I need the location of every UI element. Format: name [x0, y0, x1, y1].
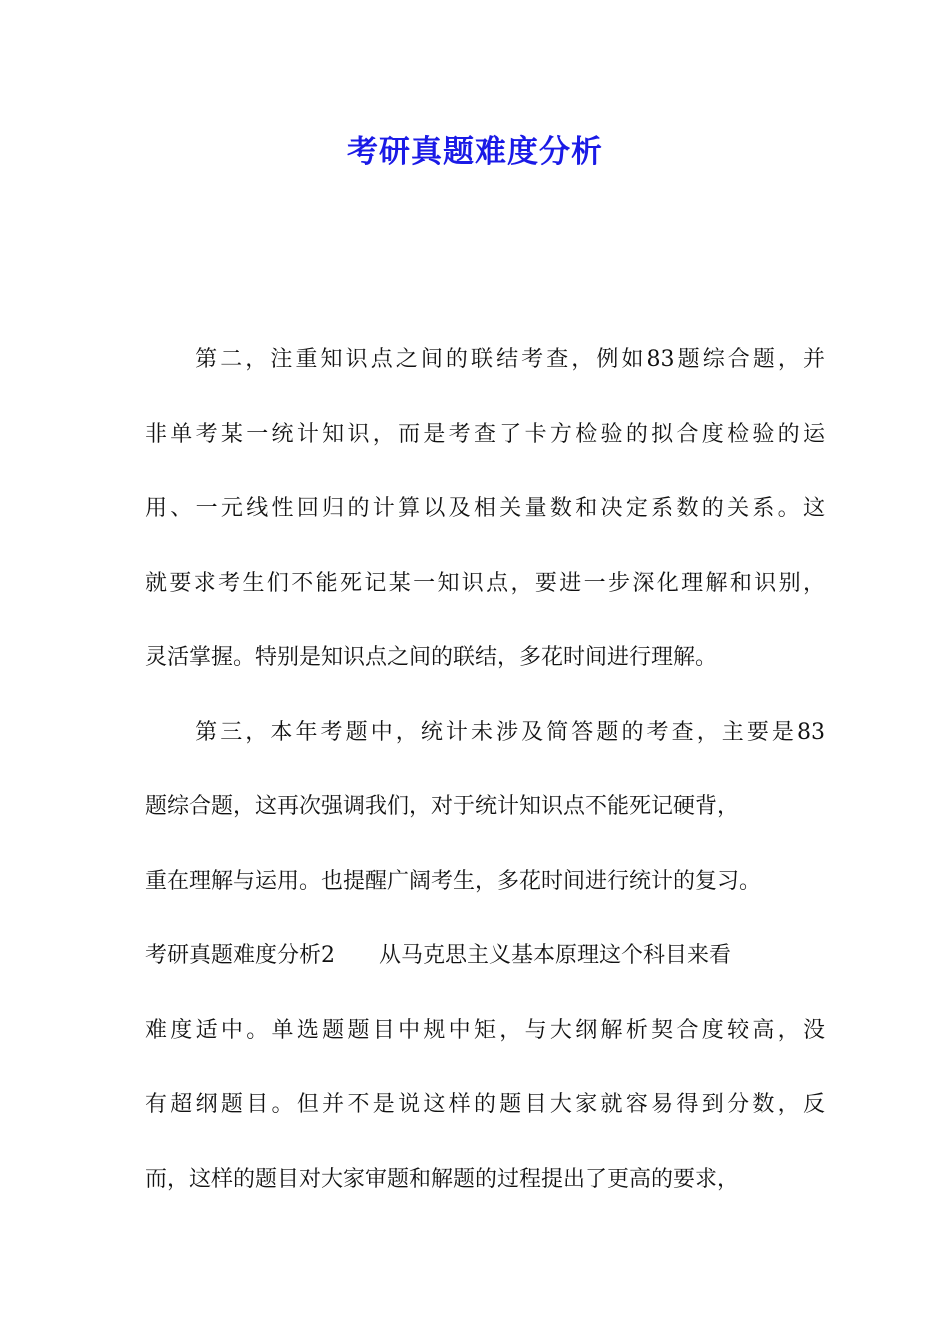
text-line: 非单考某一统计知识，而是考查了卡方检验的拟合度检验的运 — [145, 421, 825, 447]
text-line: 难度适中。单选题题目中规中矩，与大纲解析契合度较高，没 — [145, 1017, 825, 1043]
text-line: 重在理解与运用。也提醒广阔考生，多花时间进行统计的复习。 — [145, 868, 762, 894]
text-line: 有超纲题目。但并不是说这样的题目大家就容易得到分数，反 — [145, 1092, 825, 1117]
text-line: 用、一元线性回归的计算以及相关量数和决定系数的关系。这 — [145, 496, 825, 521]
text-line: 而，这样的题目对大家审题和解题的过程提出了更高的要求， — [145, 1166, 740, 1192]
document-title: 考研真题难度分析 — [347, 134, 603, 170]
document-body — [145, 340, 825, 1234]
text-line: 第二，注重知识点之间的联结考查，例如83题综合题，并 — [145, 347, 825, 372]
text-line: 题综合题，这再次强调我们，对于统计知识点不能死记硬背， — [145, 794, 740, 819]
text-line: 考研真题难度分析2 从马克思主义基本原理这个科目来看 — [145, 943, 731, 968]
text-line: 第三，本年考题中，统计未涉及简答题的考查，主要是83 — [145, 719, 825, 745]
text-line: 就要求考生们不能死记某一知识点，要进一步深化理解和识别， — [145, 570, 825, 596]
text-line: 灵活掌握。特别是知识点之间的联结，多花时间进行理解。 — [145, 645, 718, 670]
